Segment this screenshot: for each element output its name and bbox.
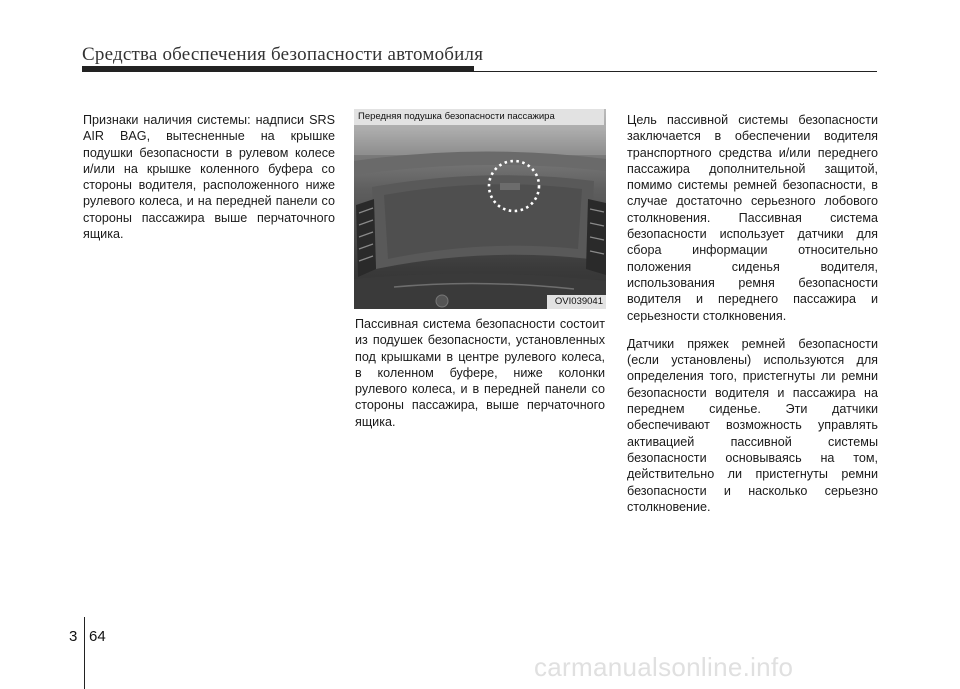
right-column — [627, 112, 878, 515]
middle-column — [355, 316, 605, 430]
left-column — [83, 112, 335, 242]
header-rule-thin — [82, 71, 877, 72]
left-paragraph: Признаки наличия системы: надписи SRS AIR BAG, вытесненные на крышке подушки безопасности в рулевом колесе и/или на крышке коленного буфера со стороны водителя, расположенного ниже рулевого колеса, и на передней панели со стороны пассажира выше перчаточного ящика. — [83, 113, 335, 242]
watermark: carmanualsonline.info — [534, 652, 794, 682]
page-title: Средства обеспечения безопасности автомобиля — [82, 44, 484, 65]
right-paragraph-1: Цель пассивной системы безопасности заключается в обеспечении водителя транспортного средства и/или переднего пассажира дополнительной защитой, помимо системы ремней безопасности, в случае достаточно серьезного лобового столкновения. Пассивная система безопасности использует датчики для сбора информации относительно положения сиденья водителя, использования ремня безопасности водителя и переднего пассажира и серьезности столкновения. — [627, 113, 878, 323]
page-number: 64 — [89, 628, 106, 645]
right-paragraph-2: Датчики пряжек ремней безопасности (если установлены) используются для определения того, пристегнуты ли ремни безопасности водителя и пассажира на переднем сиденье. Эти датчики обеспечивают возможность управлять активацией пассивной системы безопасности основываясь на том, действительно ли пристегнуты ремни безопасности и насколько серьезно столкновение. — [627, 336, 878, 514]
figure-code: OVI039041 — [547, 295, 606, 309]
footer-divider — [84, 617, 85, 689]
middle-paragraph: Пассивная система безопасности состоит из подушек безопасности, установленных под крышками в центре рулевого колеса, в коленном буфере, ниже колонки рулевого колеса, и в передней панели со стороны пассажира, выше перчаточного ящика. — [355, 317, 605, 429]
figure-caption: Передняя подушка безопасности пассажира — [354, 109, 604, 125]
dashboard-illustration — [354, 109, 606, 309]
airbag-figure — [354, 109, 606, 309]
chapter-number: 3 — [69, 628, 78, 645]
